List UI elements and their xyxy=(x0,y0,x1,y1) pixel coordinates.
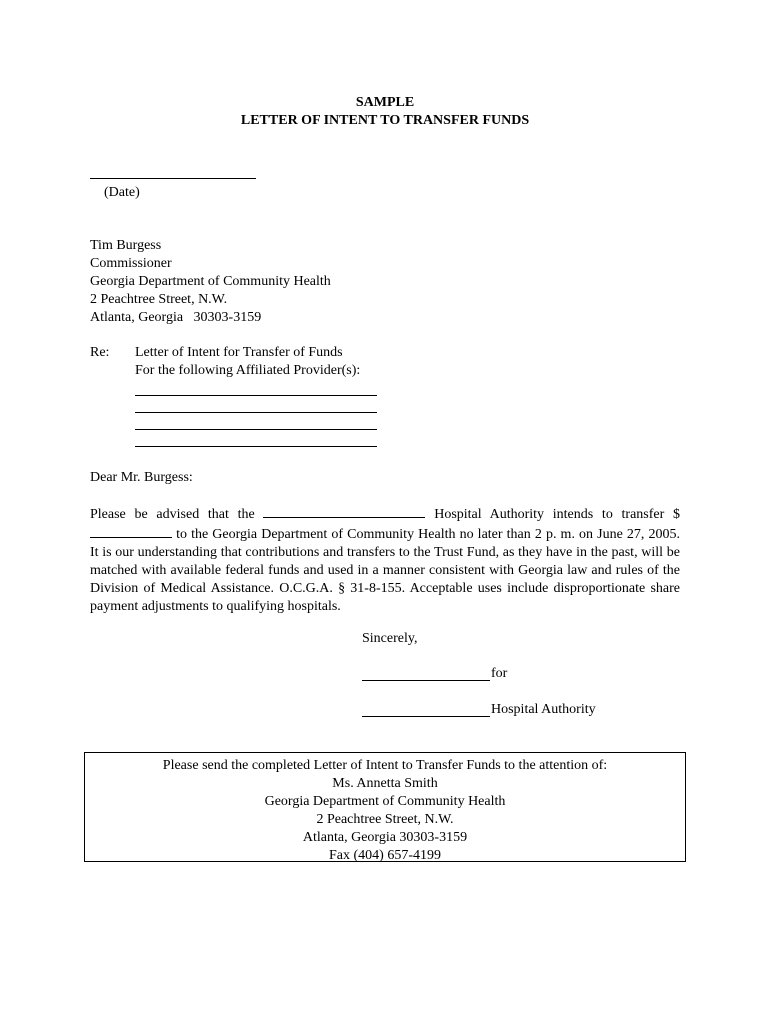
amount-blank[interactable] xyxy=(90,524,172,538)
provider-blank-4[interactable] xyxy=(135,446,377,447)
recipient-title: Commissioner xyxy=(90,256,172,271)
for-label: for xyxy=(491,666,508,681)
signature-blank[interactable] xyxy=(362,680,490,681)
authority-blank[interactable] xyxy=(362,716,490,717)
doc-title: LETTER OF INTENT TO TRANSFER FUNDS xyxy=(240,113,530,128)
body-part-3: to the Georgia Department of Community Health no later than 2 p. m. on June 27, 2005. It is our understanding that contributions and transfers to the Trust Fund, as they have in the past, will be matched with available federal funds and used in a manner consistent with Georgia law and rules of the Division of Medical Assistance. O.C.G.A. § 31-8-155. Acceptable uses include disproportionate share payment adjustments to qualifying hospitals. xyxy=(90,527,680,614)
recipient-street: 2 Peachtree Street, N.W. xyxy=(90,292,228,307)
provider-blank-3[interactable] xyxy=(135,429,377,430)
provider-blank-1[interactable] xyxy=(135,395,377,396)
date-blank-line[interactable] xyxy=(90,178,256,179)
authority-name-blank[interactable] xyxy=(263,504,425,518)
salutation: Dear Mr. Burgess: xyxy=(90,470,193,485)
body-part-2: Hospital Authority intends to transfer xyxy=(434,507,665,522)
recipient-address xyxy=(90,237,331,327)
closing-sincerely: Sincerely, xyxy=(362,631,418,646)
body-paragraph xyxy=(90,504,680,616)
provider-blank-2[interactable] xyxy=(135,412,377,413)
notice-org: Georgia Department of Community Health xyxy=(264,794,506,809)
date-label: (Date) xyxy=(104,185,140,200)
recipient-name: Tim Burgess xyxy=(90,238,162,253)
re-line-1: Letter of Intent for Transfer of Funds xyxy=(135,345,343,360)
re-line-2: For the following Affiliated Provider(s): xyxy=(135,363,361,378)
hospital-authority-label: Hospital Authority xyxy=(491,702,596,717)
notice-street: 2 Peachtree Street, N.W. xyxy=(316,812,454,827)
recipient-city: Atlanta, Georgia 30303-3159 xyxy=(90,310,262,325)
dollar-sign: $ xyxy=(673,507,681,522)
mailing-notice-box xyxy=(84,752,686,862)
notice-fax: Fax (404) 657-4199 xyxy=(329,848,441,863)
re-label: Re: xyxy=(90,345,110,360)
notice-contact-name: Ms. Annetta Smith xyxy=(332,776,438,791)
recipient-org: Georgia Department of Community Health xyxy=(90,274,331,289)
doc-title-sample: SAMPLE xyxy=(355,95,415,110)
body-part-1: Please be advised that the xyxy=(90,507,255,522)
notice-line-1: Please send the completed Letter of Intent to Transfer Funds to the attention of: xyxy=(162,758,608,773)
notice-city: Atlanta, Georgia 30303-3159 xyxy=(302,830,468,845)
